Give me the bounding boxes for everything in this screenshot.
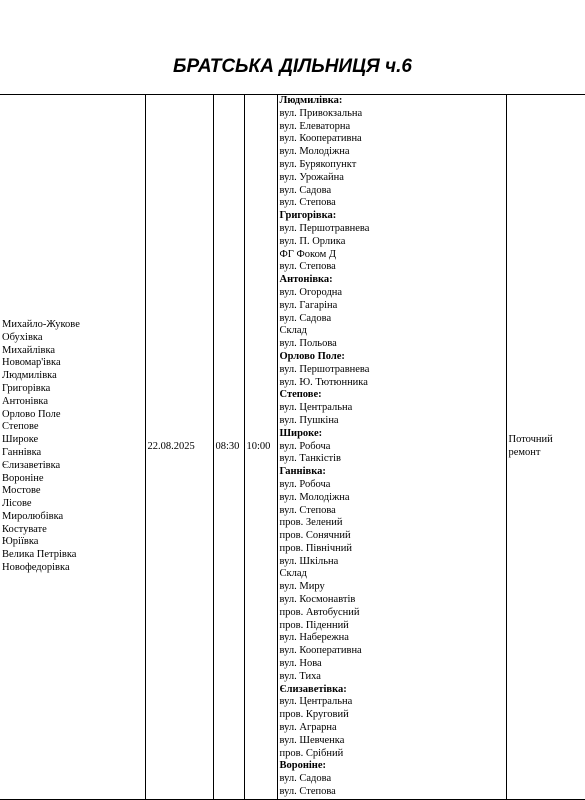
- locality-item: Михайло-Жукове: [2, 318, 80, 330]
- street-item: вул. Космонавтів: [279, 594, 356, 606]
- street-item: вул. Центральна: [279, 696, 353, 708]
- street-item: вул. Урожайна: [279, 171, 344, 183]
- street-item: вул. Пушкіна: [279, 414, 339, 426]
- street-group-heading: Вороніне:: [279, 760, 327, 772]
- locality-item: Лісове: [2, 498, 32, 510]
- locality-item: Новомар'івка: [2, 357, 61, 369]
- locality-item: Михайлівка: [2, 344, 56, 356]
- locality-item: Ганнівка: [2, 446, 42, 458]
- locality-item: Велика Петрівка: [2, 549, 77, 561]
- outage-date: 22.08.2025: [147, 440, 195, 452]
- street-item: вул. Гагаріна: [279, 299, 338, 311]
- street-item: Склад: [279, 325, 307, 337]
- page-title: БРАТСЬКА ДІЛЬНИЦЯ ч.6: [173, 56, 412, 77]
- table-row: [0, 95, 585, 800]
- street-group-heading: Антонівка:: [279, 274, 333, 286]
- outage-table: [0, 94, 585, 800]
- outage-start-time: 08:30: [215, 440, 240, 452]
- street-item: вул. Садова: [279, 773, 332, 785]
- locality-item: Новофедорівка: [2, 562, 70, 574]
- street-group-heading: Орлово Поле:: [279, 350, 345, 362]
- locality-item: Широке: [2, 434, 39, 446]
- work-type: Поточний ремонт: [508, 434, 553, 458]
- locality-item: Юріївка: [2, 536, 39, 548]
- street-item: вул. Першотравнева: [279, 363, 370, 375]
- localities-list: [2, 319, 143, 575]
- street-item: Склад: [279, 568, 307, 580]
- street-item: вул. Набережна: [279, 632, 349, 644]
- street-item: вул. Центральна: [279, 402, 353, 414]
- street-item: вул. Степова: [279, 504, 336, 516]
- outage-end-time: 10:00: [246, 440, 271, 452]
- street-item: вул. Миру: [279, 581, 325, 593]
- street-item: вул. Робоча: [279, 478, 331, 490]
- locality-item: Антонівка: [2, 395, 48, 407]
- street-item: вул. Польова: [279, 338, 337, 350]
- locality-item: Григорівка: [2, 382, 51, 394]
- street-item: вул. Садова: [279, 312, 332, 324]
- street-item: вул. Елеваторна: [279, 120, 351, 132]
- street-item: вул. Нова: [279, 658, 322, 670]
- locality-item: Мостове: [2, 485, 41, 497]
- street-group-heading: Широке:: [279, 427, 323, 439]
- street-item: вул. Степова: [279, 197, 336, 209]
- street-item: вул. Молодіжна: [279, 491, 350, 503]
- streets-list: [280, 95, 504, 799]
- locality-item: Вороніне: [2, 472, 44, 484]
- street-item: пров. Піденний: [279, 619, 349, 631]
- street-item: пров. Срібний: [279, 747, 344, 759]
- locality-item: Єлизаветівка: [2, 459, 61, 471]
- locality-item: Людмилівка: [2, 370, 57, 382]
- localities-cell: [0, 95, 145, 800]
- locality-item: Обухівка: [2, 331, 43, 343]
- street-item: вул. Огородна: [279, 286, 343, 298]
- work-type-cell: [506, 95, 585, 800]
- street-item: вул. Кооперативна: [279, 133, 362, 145]
- street-item: вул. П. Орлика: [279, 235, 346, 247]
- street-item: вул. Тиха: [279, 670, 321, 682]
- street-item: вул. Першотравнева: [279, 222, 370, 234]
- street-group-heading: Степове:: [279, 389, 322, 401]
- street-group-heading: Єлизаветівка:: [279, 683, 347, 695]
- locality-item: Костувате: [2, 523, 47, 535]
- street-group-heading: Ганнівка:: [279, 466, 326, 478]
- street-item: пров. Круговий: [279, 709, 349, 721]
- street-group-heading: Григорівка:: [279, 210, 337, 222]
- street-item: вул. Шевченка: [279, 734, 345, 746]
- date-cell: [145, 95, 213, 800]
- locality-item: Орлово Поле: [2, 408, 61, 420]
- street-item: пров. Зелений: [279, 517, 343, 529]
- street-item: вул. Молодіжна: [279, 146, 350, 158]
- street-group-heading: Людмилівка:: [279, 95, 343, 106]
- street-item: вул. Робоча: [279, 440, 331, 452]
- street-item: пров. Автобусний: [279, 606, 360, 618]
- streets-cell: [277, 95, 506, 800]
- street-item: вул. Ю. Тютюнника: [279, 376, 368, 388]
- locality-item: Миролюбівка: [2, 510, 64, 522]
- street-item: вул. Привокзальна: [279, 107, 363, 119]
- street-item: вул. Аграрна: [279, 722, 337, 734]
- street-item: вул. Садова: [279, 184, 332, 196]
- street-item: ФГ Фоком Д: [279, 248, 337, 260]
- street-item: вул. Бурякопункт: [279, 158, 357, 170]
- street-item: вул. Степова: [279, 786, 336, 798]
- street-item: пров. Сонячний: [279, 530, 351, 542]
- start-time-cell: [213, 95, 244, 800]
- street-item: вул. Кооперативна: [279, 645, 362, 657]
- locality-item: Степове: [2, 421, 39, 433]
- end-time-cell: [244, 95, 277, 800]
- street-item: вул. Шкільна: [279, 555, 339, 567]
- street-item: вул. Степова: [279, 261, 336, 273]
- street-item: вул. Танкістів: [279, 453, 341, 465]
- street-item: пров. Північний: [279, 542, 352, 554]
